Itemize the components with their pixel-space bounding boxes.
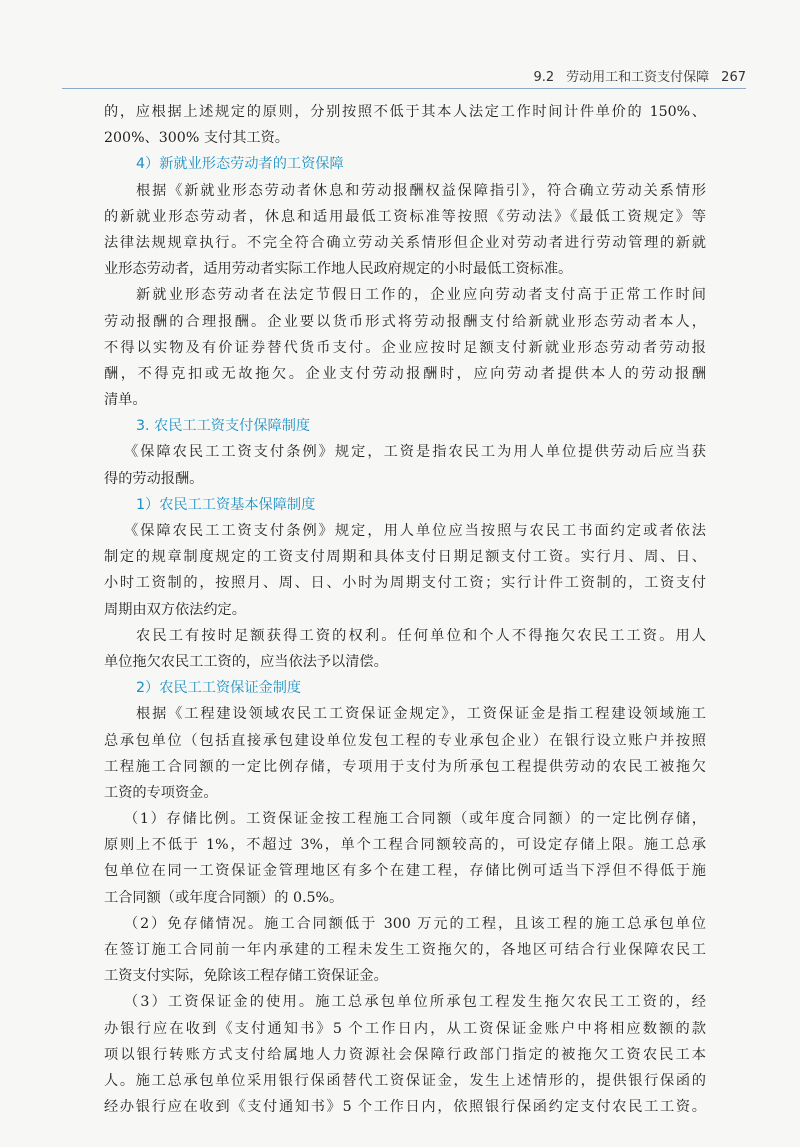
section-number: 9.2 bbox=[533, 70, 555, 85]
text-line: 人。施工总承包单位采用银行保函替代工资保证金，发生上述情形的，提供银行保函的 bbox=[104, 1072, 706, 1089]
text-line: 《保障农民工工资支付条例》规定，工资是指农民工为用人单位提供劳动后应当获 bbox=[124, 444, 706, 461]
text-line: 的新就业形态劳动者，休息和适用最低工资标准等按照《劳动法》《最低工资规定》等 bbox=[104, 208, 706, 225]
text-line: 的，应根据上述规定的原则，分别按照不低于其本人法定工作时间计件单价的 150%、 bbox=[104, 104, 706, 120]
text-line: 总承包单位（包括直接承包建设单位发包工程的专业承包企业）在银行设立账户并按照 bbox=[104, 732, 706, 749]
text-line: （1）存储比例。工资保证金按工程施工合同额（或年度合同额）的一定比例存储， bbox=[124, 811, 706, 828]
text-line: 清单。 bbox=[104, 392, 147, 409]
text-line: 制定的规章制度规定的工资支付周期和具体支付日期足额支付工资。实行月、周、日、 bbox=[104, 549, 706, 566]
section-heading: 3. 农民工工资支付保障制度 bbox=[136, 418, 311, 435]
text-line: 200%、300% 支付其工资。 bbox=[104, 130, 289, 147]
text-line: 得的劳动报酬。 bbox=[104, 470, 204, 487]
text-line: 经办银行应在收到《支付通知书》5 个工作日内，依照银行保函约定支付农民工工资。 bbox=[104, 1099, 706, 1116]
text-line: 工合同额（或年度合同额）的 0.5%。 bbox=[104, 889, 344, 906]
text-line: 根据《工程建设领域农民工工资保证金规定》，工资保证金是指工程建设领域施工 bbox=[136, 706, 706, 723]
text-line: 周期由双方依法约定。 bbox=[104, 601, 246, 618]
text-line: 工资支付实际，免除该工程存储工资保证金。 bbox=[104, 968, 388, 985]
text-line: 单位拖欠农民工工资的，应当依法予以清偿。 bbox=[104, 653, 388, 670]
text-line: （2）免存储情况。施工合同额低于 300 万元的工程，且该工程的施工总承包单位 bbox=[124, 915, 706, 932]
page-number: 267 bbox=[721, 70, 746, 85]
section-title: 劳动用工和工资支付保障 bbox=[566, 70, 710, 85]
text-line: 项以银行转账方式支付给属地人力资源社会保障行政部门指定的被拖欠工资农民工本 bbox=[104, 1046, 706, 1063]
running-header bbox=[62, 66, 746, 89]
text-line: 不得以实物及有价证券替代货币支付。企业应按时足额支付新就业形态劳动者劳动报 bbox=[104, 339, 706, 356]
section-heading: 4）新就业形态劳动者的工资保障 bbox=[136, 156, 344, 173]
text-line: 包单位在同一工资保证金管理地区有多个在建工程，存储比例可适当下浮但不得低于施 bbox=[104, 863, 706, 880]
text-line: 在签订施工合同前一年内承建的工程未发生工资拖欠的，各地区可结合行业保障农民工 bbox=[104, 942, 706, 958]
text-line: 农民工有按时足额获得工资的权利。任何单位和个人不得拖欠农民工工资。用人 bbox=[136, 627, 706, 644]
section-heading: 2）农民工工资保证金制度 bbox=[136, 680, 302, 697]
text-line: 根据《新就业形态劳动者休息和劳动报酬权益保障指引》，符合确立劳动关系情形 bbox=[136, 182, 706, 199]
page-body bbox=[104, 101, 706, 1122]
text-line: 酬，不得克扣或无故拖欠。企业支付劳动报酬时，应向劳动者提供本人的劳动报酬 bbox=[104, 365, 706, 382]
text-line: 劳动报酬的合理报酬。企业要以货币形式将劳动报酬支付给新就业形态劳动者本人， bbox=[104, 313, 706, 330]
text-line: 《保障农民工工资支付条例》规定，用人单位应当按照与农民工书面约定或者依法 bbox=[124, 523, 706, 539]
text-line: 业形态劳动者，适用劳动者实际工作地人民政府规定的小时最低工资标准。 bbox=[104, 261, 573, 278]
text-line: 办银行应在收到《支付通知书》5 个工作日内，从工资保证金账户中将相应数额的款 bbox=[104, 1020, 706, 1037]
text-line: 工资的专项资金。 bbox=[104, 784, 218, 801]
text-line: 小时工资制的，按照月、周、日、小时为周期支付工资；实行计件工资制的，工资支付 bbox=[104, 575, 706, 592]
text-line: 工程施工合同额的一定比例存储，专项用于支付为所承包工程提供劳动的农民工被拖欠 bbox=[104, 758, 706, 775]
text-line: 新就业形态劳动者在法定节假日工作的，企业应向劳动者支付高于正常工作时间 bbox=[136, 287, 706, 304]
text-line: （3）工资保证金的使用。施工总承包单位所承包工程发生拖欠农民工工资的，经 bbox=[124, 994, 706, 1011]
text-line: 原则上不低于 1%，不超过 3%，单个工程合同额较高的，可设定存储上限。施工总承 bbox=[104, 837, 706, 854]
section-heading: 1）农民工工资基本保障制度 bbox=[136, 496, 316, 513]
text-line: 法律法规规章执行。不完全符合确立劳动关系情形但企业对劳动者进行劳动管理的新就 bbox=[104, 234, 706, 251]
